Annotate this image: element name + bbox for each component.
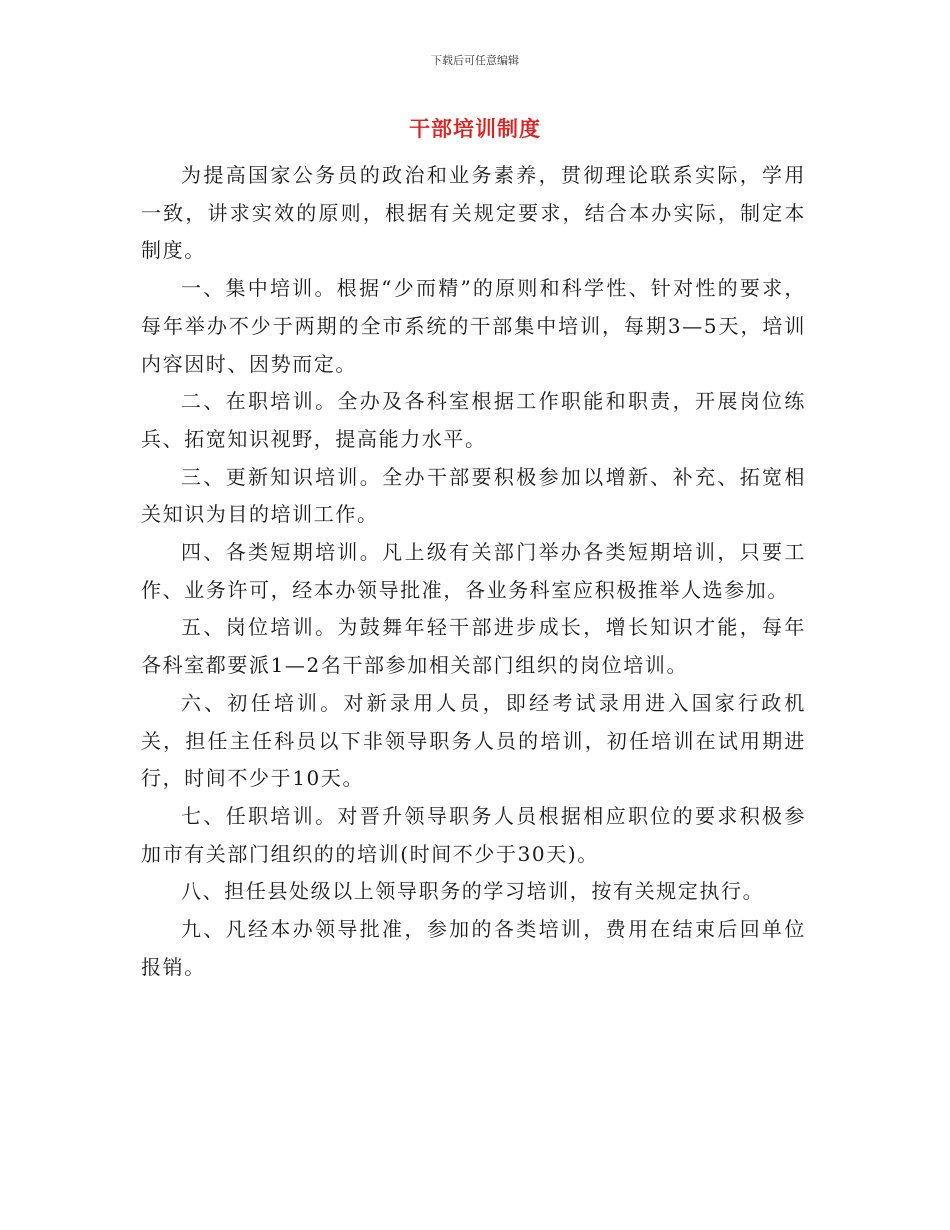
document-title: 干部培训制度 (409, 117, 541, 141)
clause-3-paragraph: 三、更新知识培训。全办干部要积极参加以增新、补充、拓宽相关知识为目的培训工作。 (141, 464, 806, 527)
clause-8-paragraph: 八、担任县处级以上领导职务的学习培训，按有关规定执行。 (181, 879, 765, 904)
clause-6-paragraph: 六、初任培训。对新录用人员，即经考试录用进入国家行政机关，担任主任科员以下非领导职务人员的培训，初任培训在试用期进行，时间不少于10天。 (141, 690, 806, 791)
clause-4-paragraph: 四、各类短期培训。凡上级有关部门举办各类短期培训，只要工作、业务许可，经本办领导批准，各业务科室应积极推举人选参加。 (141, 540, 806, 602)
clause-1-paragraph: 一、集中培训。根据“少而精”的原则和科学性、针对性的要求，每年举办不少于两期的全市系统的干部集中培训，每期3—5天，培训内容因时、因势而定。 (141, 276, 806, 376)
clause-9-paragraph: 九、凡经本办领导批准，参加的各类培训，费用在结束后回单位报销。 (141, 917, 806, 979)
intro-paragraph: 为提高国家公务员的政治和业务素养，贯彻理论联系实际，学用一致，讲求实效的原则，根据有关规定要求，结合本办实际，制定本制度。 (141, 163, 806, 263)
clause-5-paragraph: 五、岗位培训。为鼓舞年轻干部进步成长，增长知识才能，每年各科室都要派1—2名干部参加相关部门组织的岗位培训。 (141, 615, 806, 678)
document-body (141, 157, 806, 986)
clause-7-paragraph: 七、任职培训。对晋升领导职务人员根据相应职位的要求积极参加市有关部门组织的的培训(时间不少于30天)。 (141, 803, 806, 866)
header-note: 下载后可任意编辑 (431, 54, 519, 67)
clause-2-paragraph: 二、在职培训。全办及各科室根据工作职能和职责，开展岗位练兵、拓宽知识视野，提高能力水平。 (141, 389, 806, 451)
